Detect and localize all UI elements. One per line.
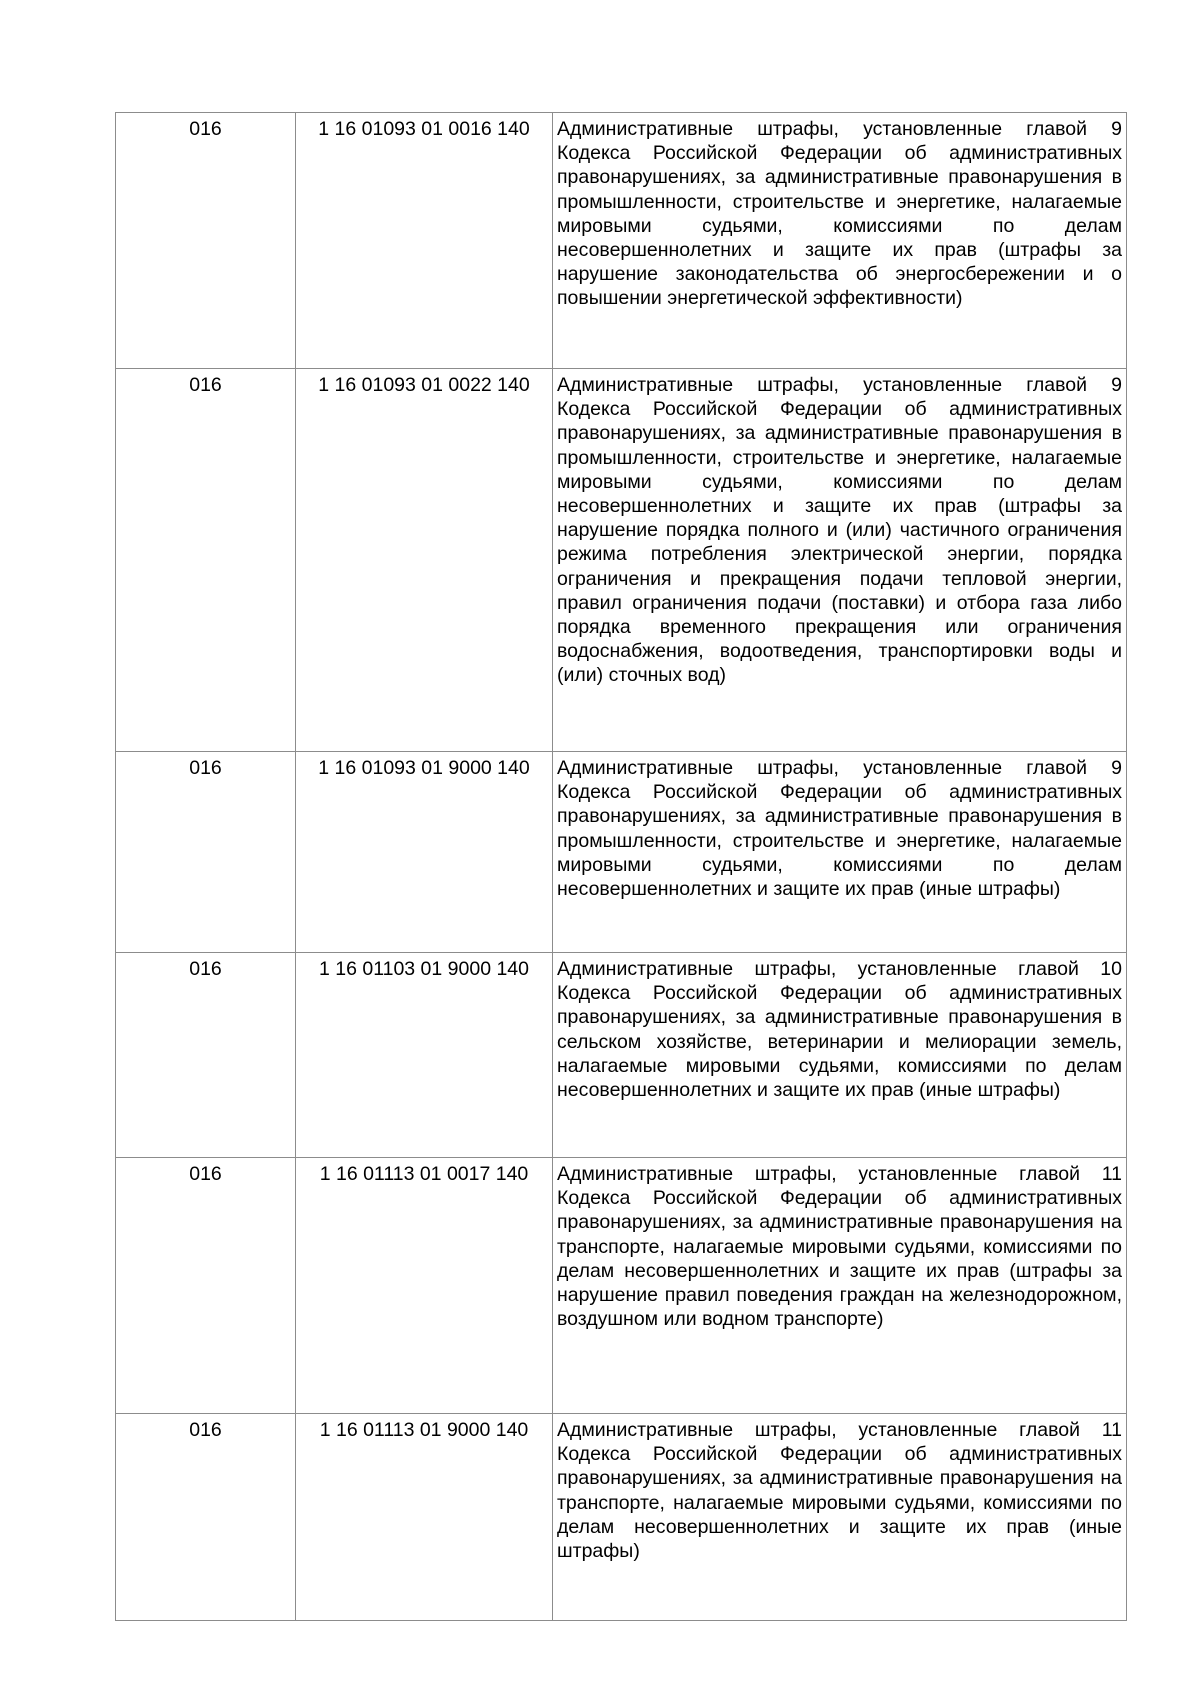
table-row [116, 1158, 1127, 1414]
revenue-name-cell: Административные штрафы, установленные главой 11 Кодекса Российской Федерации об административных правонарушениях, за административные правонарушения на транспорте, налагаемые мировыми судьями, комиссиями по делам несовершеннолетних и защите их прав (штрафы за нарушение правил поведения граждан на железнодорожном, воздушном или водном транспорте) [553, 1158, 1127, 1414]
revenue-name-cell: Административные штрафы, установленные главой 9 Кодекса Российской Федерации об административных правонарушениях, за административные правонарушения в промышленности, строительстве и энергетике, налагаемые мировыми судьями, комиссиями по делам несовершеннолетних и защите их прав (штрафы за нарушение порядка полного и (или) частичного ограничения режима потребления электрической энергии, порядка ограничения и прекращения подачи тепловой энергии, правил ограничения подачи (поставки) и отбора газа либо порядка временного прекращения или ограничения водоснабжения, водоотведения, транспортировки воды и (или) сточных вод) [553, 369, 1127, 752]
kbk-code-cell: 1 16 01093 01 0022 140 [296, 369, 553, 752]
revenue-name-cell: Административные штрафы, установленные главой 10 Кодекса Российской Федерации об административных правонарушениях, за административные правонарушения в сельском хозяйстве, ветеринарии и мелиорации земель, налагаемые мировыми судьями, комиссиями по делам несовершеннолетних и защите их прав (иные штрафы) [553, 953, 1127, 1158]
kbk-code-cell: 1 16 01093 01 0016 140 [296, 113, 553, 369]
table-row [116, 953, 1127, 1158]
admin-code-cell: 016 [116, 752, 296, 953]
table-row [116, 113, 1127, 369]
table-row [116, 369, 1127, 752]
admin-code-cell: 016 [116, 369, 296, 752]
table-body [116, 113, 1127, 1621]
kbk-code-cell: 1 16 01113 01 0017 140 [296, 1158, 553, 1414]
kbk-code-cell: 1 16 01113 01 9000 140 [296, 1414, 553, 1621]
admin-code-cell: 016 [116, 953, 296, 1158]
revenue-name-cell: Административные штрафы, установленные главой 9 Кодекса Российской Федерации об административных правонарушениях, за административные правонарушения в промышленности, строительстве и энергетике, налагаемые мировыми судьями, комиссиями по делам несовершеннолетних и защите их прав (иные штрафы) [553, 752, 1127, 953]
revenue-name-cell: Административные штрафы, установленные главой 11 Кодекса Российской Федерации об административных правонарушениях, за административные правонарушения на транспорте, налагаемые мировыми судьями, комиссиями по делам несовершеннолетних и защите их прав (иные штрафы) [553, 1414, 1127, 1621]
revenue-name-cell: Административные штрафы, установленные главой 9 Кодекса Российской Федерации об административных правонарушениях, за административные правонарушения в промышленности, строительстве и энергетике, налагаемые мировыми судьями, комиссиями по делам несовершеннолетних и защите их прав (штрафы за нарушение законодательства об энергосбережении и о повышении энергетической эффективности) [553, 113, 1127, 369]
table-row [116, 1414, 1127, 1621]
table-row [116, 752, 1127, 953]
admin-code-cell: 016 [116, 113, 296, 369]
kbk-code-cell: 1 16 01103 01 9000 140 [296, 953, 553, 1158]
admin-code-cell: 016 [116, 1158, 296, 1414]
admin-code-cell: 016 [116, 1414, 296, 1621]
kbk-code-cell: 1 16 01093 01 9000 140 [296, 752, 553, 953]
budget-classification-table [115, 112, 1127, 1621]
